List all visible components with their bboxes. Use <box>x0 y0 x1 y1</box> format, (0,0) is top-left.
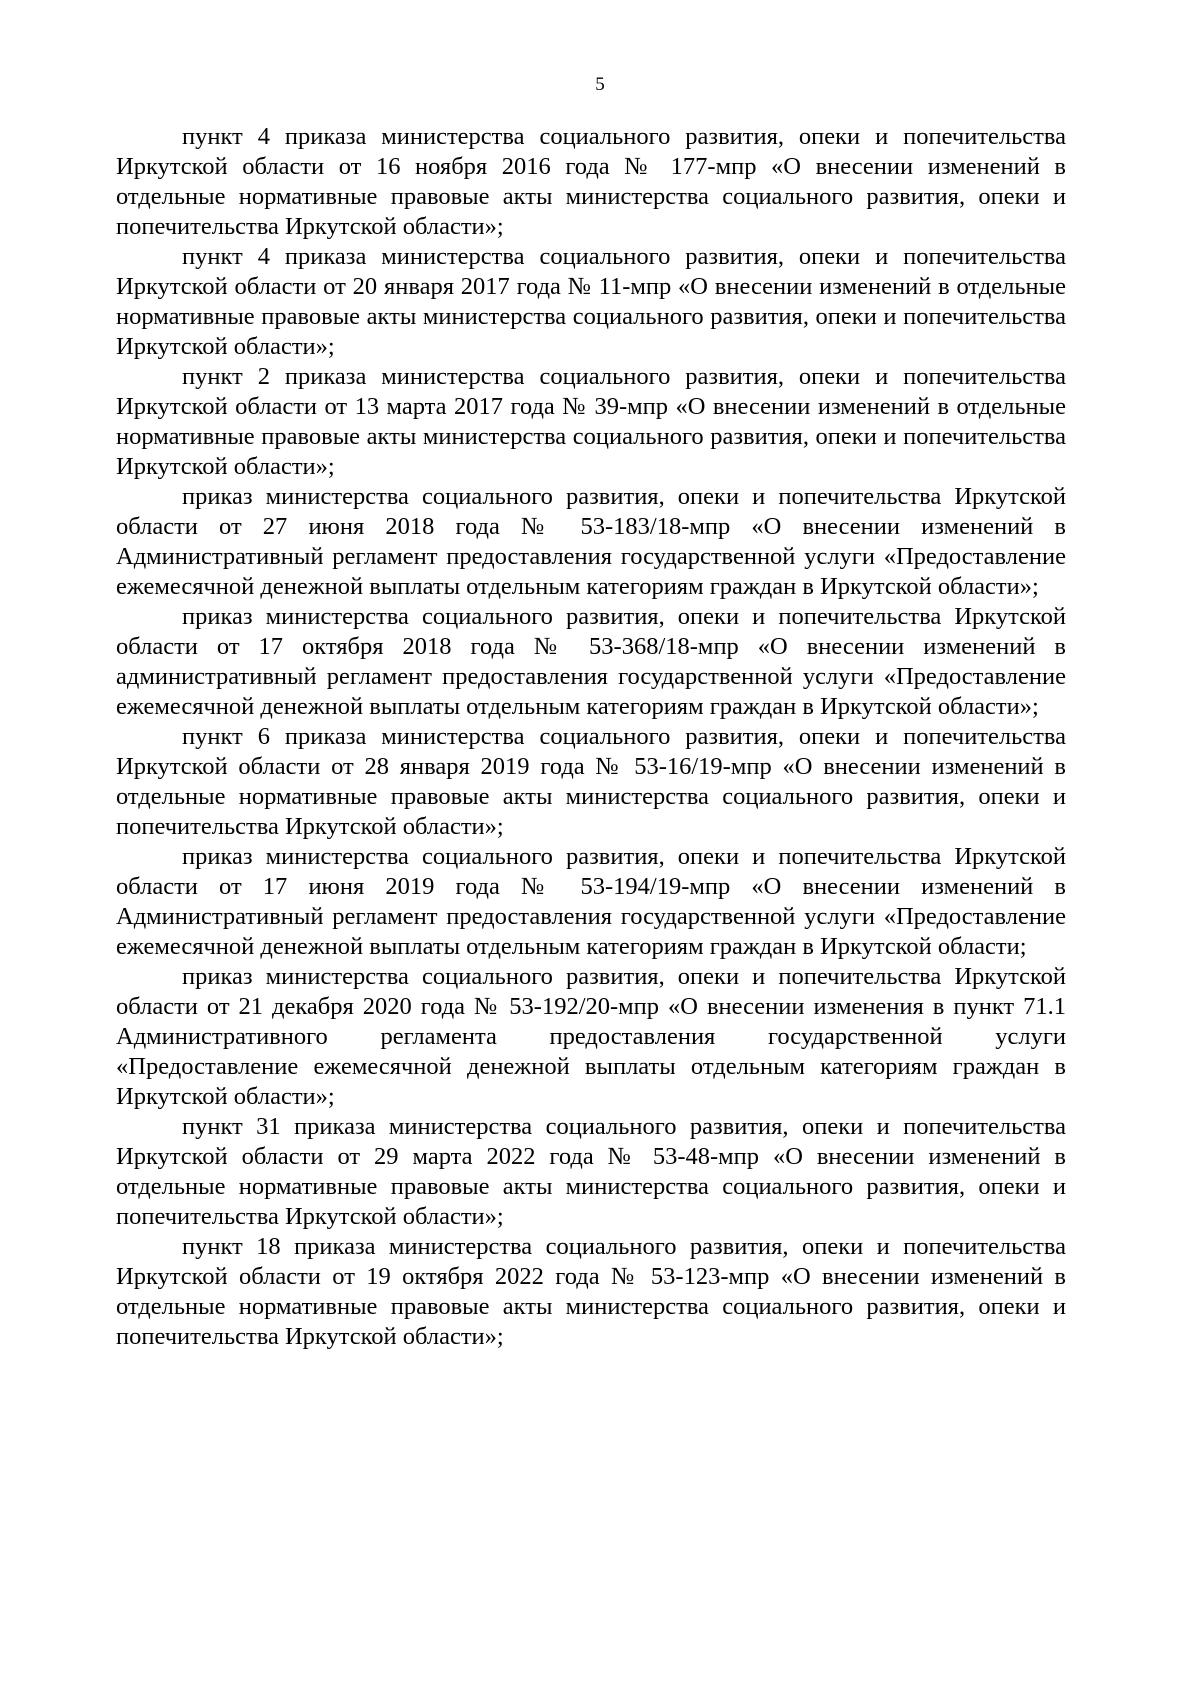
paragraph-1: пункт 4 приказа министерства социального развития, опеки и попечительства Иркутской области от 16 ноября 2016 года № 177-мпр «О внесении изменений в отдельные нормативные правовые акты министерства социального развития, опеки и попечительства Иркутской области»; <box>116 123 1066 240</box>
paragraph-8: приказ министерства социального развития, опеки и попечительства Иркутской области от 21 декабря 2020 года № 53-192/20-мпр «О внесении изменения в пункт 71.1 Административного регламента предоставления государственной услуги «Предоставление ежемесячной денежной выплаты отдельным категориям граждан в Иркутской области»; <box>116 963 1066 1110</box>
page-number: 5 <box>595 74 605 95</box>
paragraph-4: приказ министерства социального развития, опеки и попечительства Иркутской области от 27 июня 2018 года № 53-183/18-мпр «О внесении изменений в Административный регламент предоставления государственной услуги «Предоставление ежемесячной денежной выплаты отдельным категориям граждан в Иркутской области»; <box>116 483 1066 600</box>
paragraph-9: пункт 31 приказа министерства социального развития, опеки и попечительства Иркутской области от 29 марта 2022 года № 53-48-мпр «О внесении изменений в отдельные нормативные правовые акты министерства социального развития, опеки и попечительства Иркутской области»; <box>116 1113 1066 1230</box>
paragraph-6: пункт 6 приказа министерства социального развития, опеки и попечительства Иркутской области от 28 января 2019 года № 53-16/19-мпр «О внесении изменений в отдельные нормативные правовые акты министерства социального развития, опеки и попечительства Иркутской области»; <box>116 723 1066 840</box>
paragraph-7: приказ министерства социального развития, опеки и попечительства Иркутской области от 17 июня 2019 года № 53-194/19-мпр «О внесении изменений в Административный регламент предоставления государственной услуги «Предоставление ежемесячной денежной выплаты отдельным категориям граждан в Иркутской области; <box>116 843 1066 960</box>
paragraph-2: пункт 4 приказа министерства социального развития, опеки и попечительства Иркутской области от 20 января 2017 года № 11-мпр «О внесении изменений в отдельные нормативные правовые акты министерства социального развития, опеки и попечительства Иркутской области»; <box>116 243 1066 360</box>
paragraph-10: пункт 18 приказа министерства социального развития, опеки и попечительства Иркутской области от 19 октября 2022 года № 53-123-мпр «О внесении изменений в отдельные нормативные правовые акты министерства социального развития, опеки и попечительства Иркутской области»; <box>116 1233 1066 1350</box>
paragraph-5: приказ министерства социального развития, опеки и попечительства Иркутской области от 17 октября 2018 года № 53-368/18-мпр «О внесении изменений в административный регламент предоставления государственной услуги «Предоставление ежемесячной денежной выплаты отдельным категориям граждан в Иркутской области»; <box>116 603 1066 720</box>
paragraph-3: пункт 2 приказа министерства социального развития, опеки и попечительства Иркутской области от 13 марта 2017 года № 39-мпр «О внесении изменений в отдельные нормативные правовые акты министерства социального развития, опеки и попечительства Иркутской области»; <box>116 363 1066 480</box>
document-body <box>116 122 1066 1352</box>
